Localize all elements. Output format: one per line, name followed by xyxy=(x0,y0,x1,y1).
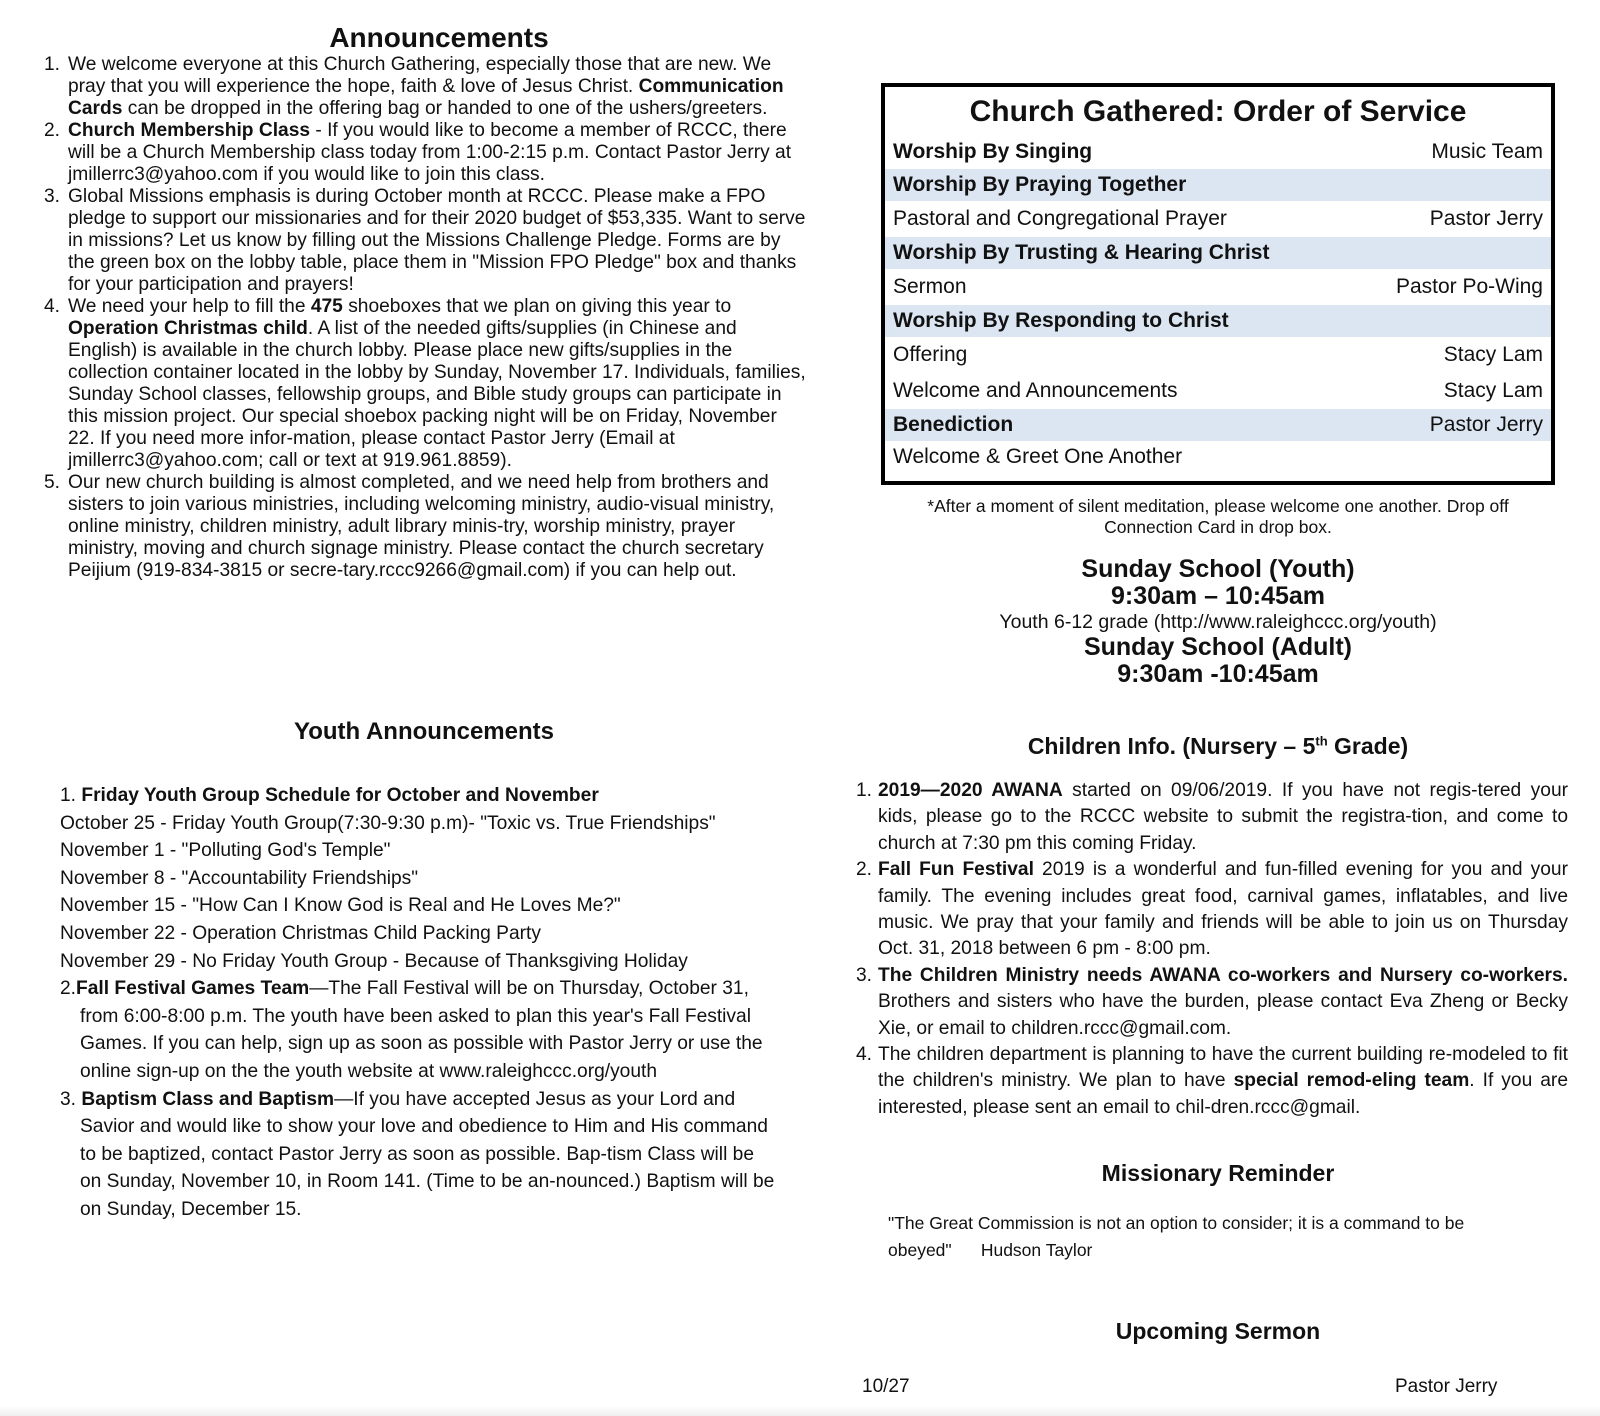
announcements-list xyxy=(44,54,808,582)
list-item: 4. We need your help to fill the 475 shoeboxes that we plan on giving this year to Operation Christmas child. A list of the needed gifts/supplies (in Chinese and English) is available in the church lobby. Please place new gifts/supplies in the collection container located in the lobby by Sunday, November 17. Individuals, families, Sunday School classes, fellowship groups, and Bible study groups can participate in this mission project. Our special shoebox packing night will be on Friday, November 22. If you need more infor-mation, please contact Pastor Jerry (Email at jmillerrc3@yahoo.com; call or text at 919.961.8859). xyxy=(44,296,806,471)
service-row: Worship By Responding to Christ xyxy=(885,305,1551,337)
schedule-line: November 15 - "How Can I Know God is Real and He Loves Me?" xyxy=(60,895,621,917)
youth-announcements-title: Youth Announcements xyxy=(294,718,554,745)
list-item: 2. Fall Fun Festival 2019 is a wonderful and fun-filled evening for you and your family. The evening includes great food, carnival games, inflatables, and live music. We pray that your family and friends will be able to join us on Thursday Oct. 31, 2018 between 6 pm - 8:00 pm. xyxy=(856,859,1568,960)
youth-item-3: 3. Baptism Class and Baptism—If you have accepted Jesus as your Lord and Savior and would like to show your love and obedience to Him and His command to be baptized, contact Pastor Jerry as soon as possible. Bap-tism Class will be on Sunday, November 10, in Room 141. (Time to be an-nounced.) Baptism will be on Sunday, December 15. xyxy=(60,1088,775,1220)
order-of-service-title: Church Gathered: Order of Service xyxy=(969,95,1467,128)
sunday-school-adult-title: Sunday School (Adult) xyxy=(1083,633,1353,661)
service-row: Welcome and Announcements Stacy Lam xyxy=(893,379,1543,402)
youth-announcements xyxy=(60,782,780,1224)
list-item: 1. We welcome everyone at this Church Gathering, especially those that are new. We pray that you will experience the hope, faith & love of Jesus Christ. Communication Cards can be dropped in the offering bag or handed to one of the ushers/greeters. xyxy=(44,54,784,119)
service-row: Benediction Pastor Jerry xyxy=(885,409,1551,441)
service-row: Worship By Singing Music Team xyxy=(893,140,1543,163)
list-item: 5. Our new church building is almost completed, and we need help from brothers and sisters to join various ministries, including welcoming ministry, audio-visual ministry, online ministry, children ministry, adult library minis-try, worship ministry, prayer ministry, moving and church signage ministry. Please contact the church secretary Peijium (919-834-3815 or secre-tary.rccc9266@gmail.com) if you can help out. xyxy=(44,472,775,581)
sunday-school-youth-desc: Youth 6-12 grade (http://www.raleighccc.org/youth) xyxy=(999,611,1437,633)
list-item: 3. Global Missions emphasis is during October month at RCCC. Please make a FPO pledge to support our missionaries and for their 2020 budget of $53,335. Want to serve in missions? Let us know by filling out the Missions Challenge Pledge. Forms are by the green box on the lobby table, place them in "Mission FPO Pledge" box and thanks for your participation and prayers! xyxy=(44,186,806,295)
upcoming-sermon-pastor: Pastor Jerry xyxy=(1395,1376,1498,1397)
order-of-service-box xyxy=(881,83,1555,485)
page-shadow xyxy=(0,1406,1600,1416)
missionary-reminder-title: Missionary Reminder xyxy=(1101,1160,1335,1186)
schedule-line: November 1 - "Polluting God's Temple" xyxy=(60,840,391,862)
sunday-school xyxy=(881,556,1555,688)
list-item: 2. Church Membership Class - If you would like to become a member of RCCC, there will be a Church Membership class today from 1:00-2:15 p.m. Contact Pastor Jerry at jmillerrc3@yahoo.com if you would like to join this class. xyxy=(44,120,792,185)
schedule-line: November 22 - Operation Christmas Child Packing Party xyxy=(60,922,541,944)
quote-author: Hudson Taylor xyxy=(980,1240,1093,1260)
children-info-title: Children Info. (Nursery – 5th Grade) xyxy=(1027,733,1409,759)
schedule-line: November 8 - "Accountability Friendships" xyxy=(60,867,419,889)
sunday-school-youth-title: Sunday School (Youth) xyxy=(1081,555,1355,583)
youth-item-1: 1. Friday Youth Group Schedule for October and November xyxy=(60,785,599,806)
upcoming-sermon-title: Upcoming Sermon xyxy=(1115,1318,1321,1344)
service-row: Sermon Pastor Po-Wing xyxy=(893,275,1543,298)
schedule-line: October 25 - Friday Youth Group(7:30-9:30 p.m)- "Toxic vs. True Friendships" xyxy=(60,812,716,834)
upcoming-sermon-date: 10/27 xyxy=(862,1376,910,1397)
announcements-title: Announcements xyxy=(329,22,549,53)
service-note: *After a moment of silent meditation, please welcome one another. Drop off Connection Card in drop box. xyxy=(927,496,1509,537)
service-row: Pastoral and Congregational Prayer Pastor Jerry xyxy=(893,207,1543,230)
youth-item-2: 2.Fall Festival Games Team—The Fall Festival will be on Thursday, October 31, from 6:00-8:00 p.m. The youth have been asked to plan this year's Fall Festival Games. If you can help, sign up as soon as possible with Pastor Jerry or use the online sign-up on the the youth website at www.raleighccc.org/youth xyxy=(60,978,763,1082)
service-row: Welcome & Greet One Another xyxy=(893,445,1183,468)
list-item: 4. The children department is planning to have the current building re-modeled to fit the children's ministry. We plan to have special remod-eling team. If you are interested, please sent an email to chil-dren.rccc@gmail. xyxy=(856,1044,1568,1118)
list-item: 1. 2019—2020 AWANA started on 09/06/2019. If you have not regis-tered your kids, please go to the RCCC website to submit the registra-tion, and come to church at 7:30 pm this coming Friday. xyxy=(856,780,1569,854)
sunday-school-adult-time: 9:30am -10:45am xyxy=(1117,660,1319,688)
service-row: Worship By Trusting & Hearing Christ xyxy=(885,237,1551,269)
service-row: Offering Stacy Lam xyxy=(893,343,1543,366)
list-item: 3. The Children Ministry needs AWANA co-workers and Nursery co-workers. Brothers and sisters who have the burden, please contact Eva Zheng or Becky Xie, or email to children.rccc@gmail.com. xyxy=(856,964,1568,1039)
missionary-quote: "The Great Commission is not an option to consider; it is a command to be obeyed" Hudson Taylor xyxy=(888,1213,1465,1260)
schedule-line: November 29 - No Friday Youth Group - Because of Thanksgiving Holiday xyxy=(60,950,688,972)
children-info-list xyxy=(856,778,1568,1121)
sunday-school-youth-time: 9:30am – 10:45am xyxy=(1110,582,1326,610)
service-row: Worship By Praying Together xyxy=(885,169,1551,201)
